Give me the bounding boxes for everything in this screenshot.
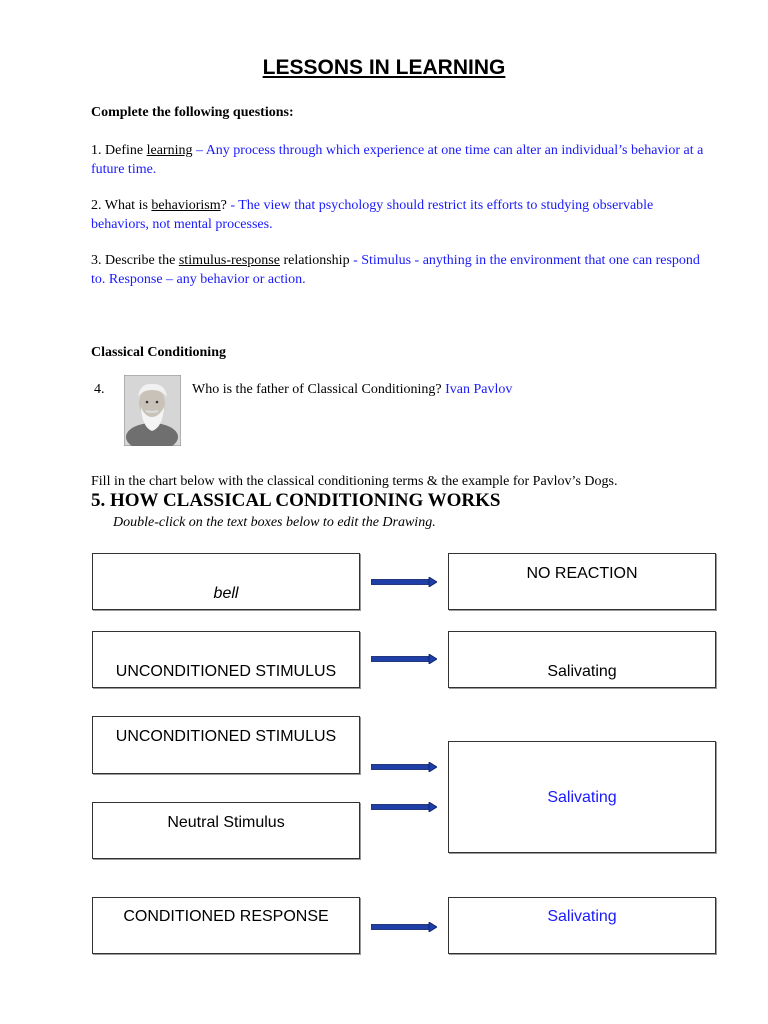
row3-right-textbox[interactable] <box>448 741 716 853</box>
row3-left-bottom-textbox[interactable] <box>92 802 360 859</box>
instructions: Complete the following questions: <box>91 105 294 120</box>
row1-right-text: NO REACTION <box>526 565 638 582</box>
row4-left-textbox[interactable] <box>92 897 360 954</box>
question-3-answer: - Stimulus - anything in the environment that one can respond to. Response – any behavior or action. <box>91 253 700 287</box>
question-2-term: behaviorism <box>151 198 221 213</box>
row2-right-text: Salivating <box>547 663 617 680</box>
row3-left-top-textbox[interactable] <box>92 716 360 774</box>
row3-right-text: Salivating <box>547 789 617 806</box>
row2-right-textbox[interactable] <box>448 631 716 688</box>
page-title: LESSONS IN LEARNING <box>262 56 506 79</box>
arrow-right-icon <box>371 577 437 587</box>
chart-instructions: Fill in the chart below with the classical conditioning terms & the example for Pavlov’s Dogs. <box>91 474 618 489</box>
arrow-right-icon <box>371 654 437 664</box>
row1-right-textbox[interactable] <box>448 553 716 610</box>
question-2-suffix: ? <box>220 198 227 213</box>
question-1 <box>91 141 711 179</box>
row3-left-top-text: UNCONDITIONED STIMULUS <box>115 728 337 745</box>
arrow-right-icon <box>371 802 437 812</box>
row2-left-textbox[interactable] <box>92 631 360 688</box>
row2-left-text: UNCONDITIONED STIMULUS <box>115 663 337 680</box>
question-2 <box>91 196 711 234</box>
chart-hint: Double-click on the text boxes below to edit the Drawing. <box>113 515 436 530</box>
pavlov-portrait-image <box>124 375 181 446</box>
question-1-term: learning <box>146 143 193 158</box>
question-3-suffix: relationship <box>279 253 350 268</box>
question-4-number: 4. <box>94 382 105 397</box>
question-3-prefix: 3. Describe the <box>91 253 179 268</box>
question-3-term: stimulus-response <box>178 253 280 268</box>
question-4 <box>192 380 512 399</box>
row1-left-textbox[interactable] <box>92 553 360 610</box>
question-4-text: Who is the father of Classical Conditioning? <box>192 382 446 397</box>
question-1-prefix: 1. Define <box>91 143 147 158</box>
section-heading: Classical Conditioning <box>91 345 226 360</box>
row3-left-bottom-text: Neutral Stimulus <box>167 814 285 831</box>
question-2-prefix: 2. What is <box>91 198 152 213</box>
question-3 <box>91 251 711 289</box>
arrow-right-icon <box>371 762 437 772</box>
question-1-answer: – Any process through which experience at one time can alter an individual’s behavior at a future time. <box>91 143 704 177</box>
row4-right-text: Salivating <box>547 908 617 925</box>
question-4-answer: Ivan Pavlov <box>445 382 513 397</box>
arrow-right-icon <box>371 922 437 932</box>
question-2-answer: - The view that psychology should restrict its efforts to studying observable behaviors, not mental processes. <box>91 198 654 232</box>
row1-left-text: bell <box>213 585 239 602</box>
row4-left-text: CONDITIONED RESPONSE <box>123 908 329 925</box>
row4-right-textbox[interactable] <box>448 897 716 954</box>
chart-heading: 5. HOW CLASSICAL CONDITIONING WORKS <box>91 490 501 511</box>
